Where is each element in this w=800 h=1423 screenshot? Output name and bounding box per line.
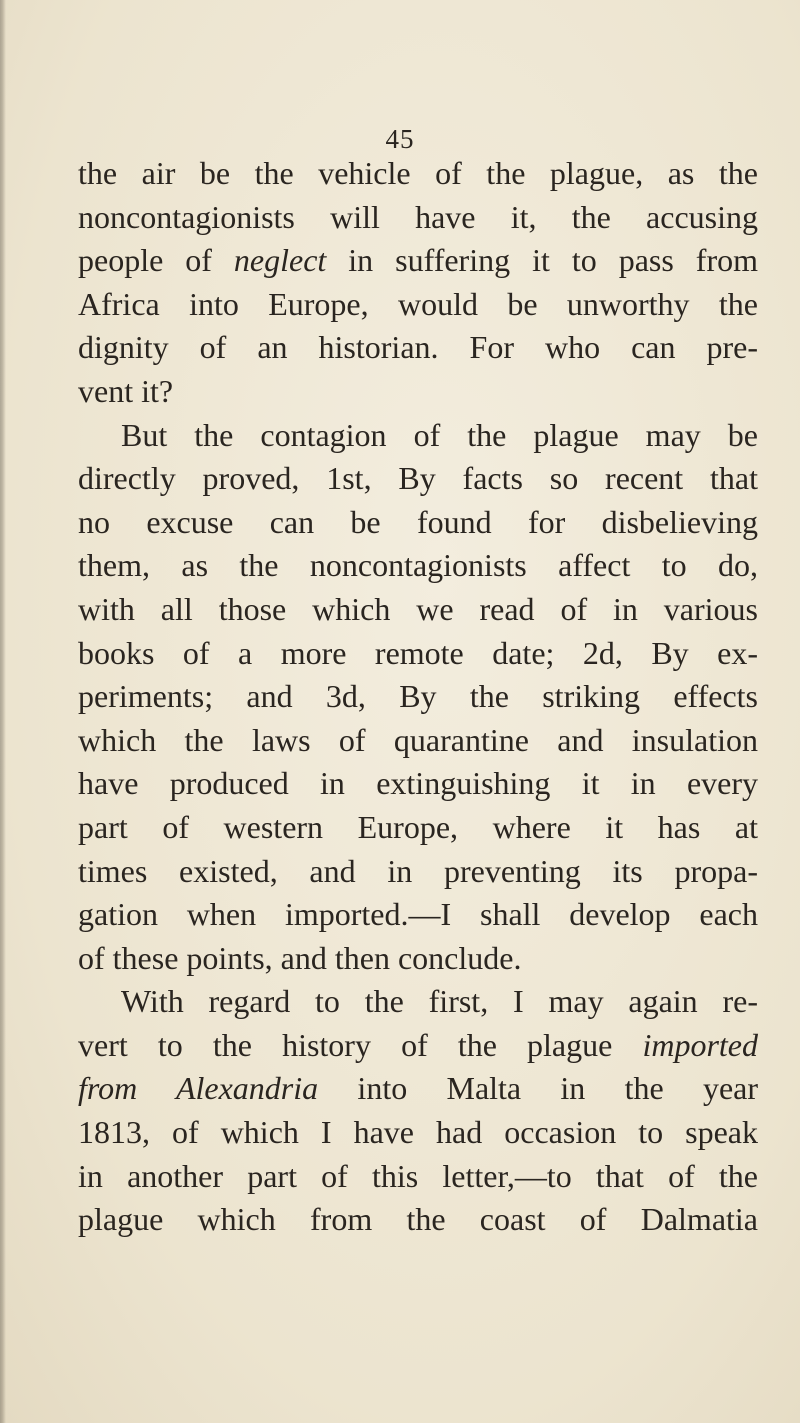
text-line: people of neglect in suffering it to pass from (78, 242, 759, 279)
body-text (78, 152, 758, 1242)
text-line: directly proved, 1st, By facts so recent that (78, 460, 758, 497)
text-line: plague which from the coast of Dalmatia (78, 1201, 758, 1238)
page-number: 45 (385, 124, 415, 154)
text-line: vert to the history of the plague imported (78, 1026, 758, 1063)
page-edge-shadow (0, 0, 6, 1423)
text-line: vent it? (78, 372, 174, 409)
text-line: noncontagionists will have it, the accusing (78, 198, 758, 235)
italic-text: from Alexandria (78, 1070, 319, 1107)
text-line: But the contagion of the plague may be (121, 416, 758, 453)
text-line: of these points, and then conclude. (78, 939, 522, 976)
text-line: them, as the noncontagionists affect to do, (78, 547, 758, 584)
text-line: books of a more remote date; 2d, By ex- (78, 634, 758, 671)
text-line: from Alexandria into Malta in the year (78, 1070, 759, 1107)
text-line: in another part of this letter,—to that of the (78, 1157, 758, 1194)
text-line: dignity of an historian. For who can pre- (78, 329, 758, 366)
text-line: Africa into Europe, would be unworthy the (78, 285, 758, 322)
text-line: periments; and 3d, By the striking effects (78, 678, 758, 715)
text-line: the air be the vehicle of the plague, as the (78, 155, 758, 191)
text-line: times existed, and in preventing its propa- (78, 852, 758, 889)
italic-text: imported (642, 1026, 758, 1063)
text-line: have produced in extinguishing it in every (78, 765, 758, 802)
text-line: 1813, of which I have had occasion to speak (78, 1114, 758, 1151)
text-line: part of western Europe, where it has at (78, 808, 758, 845)
text-line: no excuse can be found for disbelieving (78, 503, 758, 540)
text-line: With regard to the first, I may again re- (121, 983, 758, 1020)
text-line: with all those which we read of in various (78, 590, 758, 627)
italic-text: neglect (233, 242, 327, 279)
text-line: which the laws of quarantine and insulation (78, 721, 758, 758)
text-line: gation when imported.—I shall develop each (78, 896, 758, 933)
